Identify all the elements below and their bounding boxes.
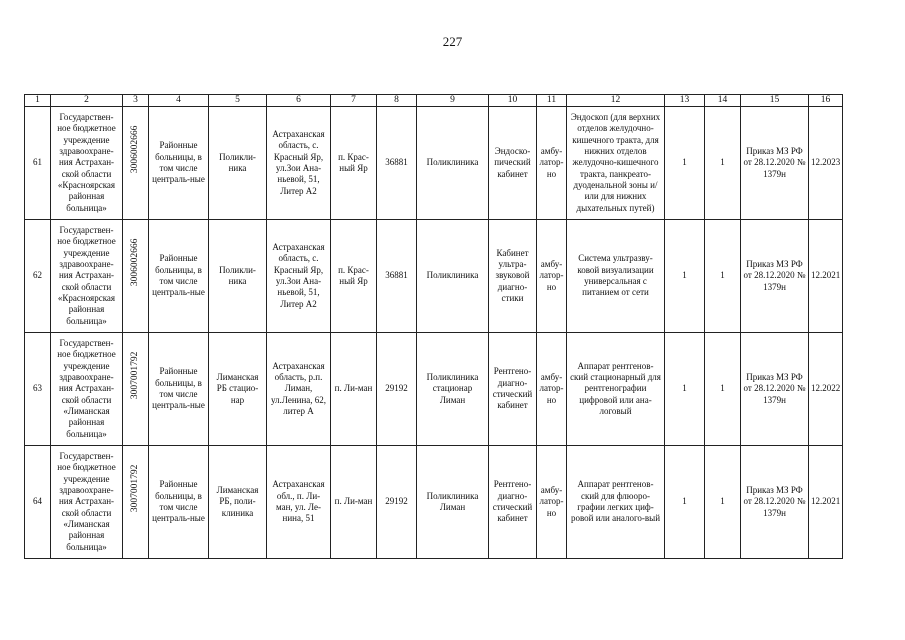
quantity-cell: 1 [705,107,741,220]
row-number-cell: 61 [25,107,51,220]
equipment-cell: Система ультразву-ковой визуализации универсальная с питанием от сети [567,220,665,333]
category-cell: Районные больницы, в том числе централь-ные [149,220,209,333]
equipment-cell: Эндоскоп (для верхних отделов желудочно-кишечного тракта, для нижних отделов желудочно-кишечного тракта, панкреато-дуоденальной зоны и/или для нижних дыхательных путей) [567,107,665,220]
locality-cell: п. Крас-ный Яр [331,220,377,333]
organization-cell: Государствен-ное бюджетное учреждение здравоохране-ния Астрахан-ской области «Лиманская районная больница» [51,446,123,559]
table-row [25,333,843,446]
code-cell [123,446,149,559]
column-header: 15 [741,95,809,107]
column-header: 14 [705,95,741,107]
column-header: 11 [537,95,567,107]
quantity-cell: 1 [705,333,741,446]
row-number-cell: 63 [25,333,51,446]
room-cell: Эндоско-пический кабинет [489,107,537,220]
row-number-cell: 64 [25,446,51,559]
page-number: 227 [442,34,463,49]
organization-cell: Государствен-ное бюджетное учреждение здравоохране-ния Астрахан-ской области «Лиманская районная больница» [51,333,123,446]
order-cell: Приказ МЗ РФ от 28.12.2020 № 1379н [741,446,809,559]
locality-cell: п. Ли-ман [331,446,377,559]
care-type-cell: амбу-латор-но [537,446,567,559]
locality-cell: п. Ли-ман [331,333,377,446]
code-text: 3007001792 [129,351,140,400]
care-type-cell: амбу-латор-но [537,333,567,446]
address-cell: Астраханская область, с. Красный Яр, ул.Зои Ана-ньевой, 51, Литер А2 [267,107,331,220]
unit-cell: Поликлиника [417,107,489,220]
department-cell: Лиманская РБ стацио-нар [209,333,267,446]
organization-cell: Государствен-ное бюджетное учреждение здравоохране-ния Астрахан-ской области «Красноярская районная больница» [51,107,123,220]
row-number-cell: 62 [25,220,51,333]
quantity-cell: 1 [705,220,741,333]
order-cell: Приказ МЗ РФ от 28.12.2020 № 1379н [741,220,809,333]
department-cell: Поликли-ника [209,220,267,333]
column-header: 8 [377,95,417,107]
quantity-cell: 1 [665,446,705,559]
equipment-cell: Аппарат рентгенов-ский для флюоро-графии легких циф-ровой или аналого-вый [567,446,665,559]
column-header: 5 [209,95,267,107]
oktmo-cell: 36881 [377,107,417,220]
locality-cell: п. Крас-ный Яр [331,107,377,220]
code-text: 3006002666 [129,238,140,287]
column-header: 6 [267,95,331,107]
address-cell: Астраханская область, с. Красный Яр, ул.Зои Ана-ньевой, 51, Литер А2 [267,220,331,333]
date-cell: 12.2022 [809,333,843,446]
category-cell: Районные больницы, в том числе централь-ные [149,446,209,559]
quantity-cell: 1 [665,220,705,333]
equipment-cell: Аппарат рентгенов-ский стационарный для рентгенографии цифровой или ана-логовый [567,333,665,446]
column-header: 13 [665,95,705,107]
care-type-cell: амбу-латор-но [537,107,567,220]
code-text: 3007001792 [129,464,140,513]
oktmo-cell: 29192 [377,333,417,446]
order-cell: Приказ МЗ РФ от 28.12.2020 № 1379н [741,107,809,220]
column-header: 2 [51,95,123,107]
column-header: 9 [417,95,489,107]
column-header: 4 [149,95,209,107]
date-cell: 12.2023 [809,107,843,220]
category-cell: Районные больницы, в том числе централь-ные [149,333,209,446]
quantity-cell: 1 [665,333,705,446]
code-text: 3006002666 [129,125,140,174]
quantity-cell: 1 [665,107,705,220]
unit-cell: Поликлиника Лиман [417,446,489,559]
column-header: 10 [489,95,537,107]
table-row [25,446,843,559]
table-header-row [25,95,843,107]
organization-cell: Государствен-ное бюджетное учреждение здравоохране-ния Астрахан-ской области «Красноярская районная больница» [51,220,123,333]
column-header: 3 [123,95,149,107]
unit-cell: Поликлиника стационар Лиман [417,333,489,446]
category-cell: Районные больницы, в том числе централь-ные [149,107,209,220]
address-cell: Астраханская область, р.п. Лиман, ул.Ленина, 62, литер А [267,333,331,446]
department-cell: Поликли-ника [209,107,267,220]
equipment-table [24,94,843,559]
room-cell: Рентгено-диагно-стический кабинет [489,446,537,559]
column-header: 7 [331,95,377,107]
address-cell: Астраханская обл., п. Ли-ман, ул. Ле-нина, 51 [267,446,331,559]
code-cell [123,220,149,333]
department-cell: Лиманская РБ, поли-клиника [209,446,267,559]
column-header: 12 [567,95,665,107]
code-cell [123,333,149,446]
table-row [25,220,843,333]
care-type-cell: амбу-латор-но [537,220,567,333]
date-cell: 12.2021 [809,220,843,333]
column-header: 1 [25,95,51,107]
code-cell [123,107,149,220]
oktmo-cell: 36881 [377,220,417,333]
order-cell: Приказ МЗ РФ от 28.12.2020 № 1379н [741,333,809,446]
unit-cell: Поликлиника [417,220,489,333]
date-cell: 12.2021 [809,446,843,559]
room-cell: Рентгено-диагно-стический кабинет [489,333,537,446]
oktmo-cell: 29192 [377,446,417,559]
room-cell: Кабинет ультра-звуковой диагно-стики [489,220,537,333]
table-row [25,107,843,220]
column-header: 16 [809,95,843,107]
quantity-cell: 1 [705,446,741,559]
